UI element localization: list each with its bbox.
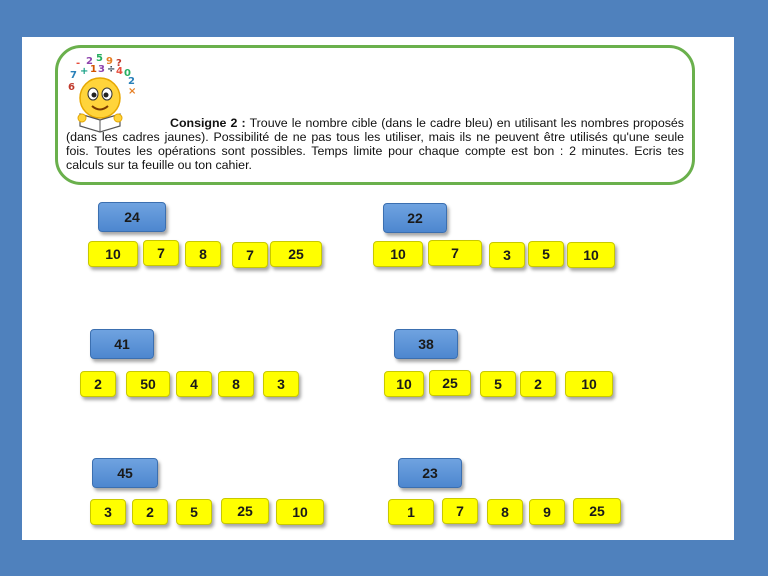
number-tile: 5: [528, 241, 564, 267]
number-tile: 25: [270, 241, 322, 267]
svg-text:7: 7: [70, 70, 77, 81]
svg-text:0: 0: [124, 68, 131, 79]
number-tile: 8: [487, 499, 523, 525]
target-number: 45: [92, 458, 158, 488]
number-tile: 3: [90, 499, 126, 525]
svg-text:2: 2: [128, 76, 135, 87]
number-tile: 10: [567, 242, 615, 268]
number-tile: 25: [221, 498, 269, 524]
target-number: 38: [394, 329, 458, 359]
number-tile: 7: [442, 498, 478, 524]
number-tile: 2: [132, 499, 168, 525]
instructions-body: Trouve le nombre cible (dans le cadre bleu) en utilisant les nombres proposés (dans les cadres jaunes). Possibilité de ne pas tous les utiliser, mais ils ne peuvent être utilisés qu'une seule fois. Toutes les opérations sont possibles. Temps limite pour chaque compte est bon : 2 minutes. Ecris tes calculs sur ta feuille ou ton cahier.: [66, 116, 685, 172]
number-tile: 9: [529, 499, 565, 525]
number-tile: 7: [143, 240, 179, 266]
number-tile: 10: [384, 371, 424, 397]
number-tile: 7: [428, 240, 482, 266]
number-tile: 8: [218, 371, 254, 397]
number-tile: 1: [388, 499, 434, 525]
svg-text:5: 5: [96, 53, 103, 64]
svg-text:2: 2: [86, 56, 93, 67]
number-tile: 50: [126, 371, 170, 397]
number-tile: 2: [520, 371, 556, 397]
target-number: 24: [98, 202, 166, 232]
target-number: 41: [90, 329, 154, 359]
svg-text:×: ×: [128, 86, 137, 97]
svg-text:-: -: [76, 58, 81, 69]
number-tile: 7: [232, 242, 268, 268]
svg-text:÷: ÷: [107, 64, 116, 75]
number-tile: 5: [480, 371, 516, 397]
svg-text:4: 4: [116, 66, 123, 77]
number-tile: 5: [176, 499, 212, 525]
number-tile: 4: [176, 371, 212, 397]
number-tile: 25: [573, 498, 621, 524]
svg-text:6: 6: [68, 82, 75, 93]
number-tile: 10: [88, 241, 138, 267]
number-tile: 10: [565, 371, 613, 397]
number-tile: 3: [263, 371, 299, 397]
number-tile: 10: [373, 241, 423, 267]
instructions-label: Consigne 2 :: [170, 116, 246, 130]
number-tile: 25: [429, 370, 471, 396]
number-tile: 10: [276, 499, 324, 525]
svg-text:3: 3: [98, 64, 105, 75]
number-tile: 8: [185, 241, 221, 267]
number-tile: 2: [80, 371, 116, 397]
svg-text:9: 9: [106, 56, 113, 67]
slide: [22, 37, 734, 540]
instructions-text: [66, 116, 684, 172]
svg-text:?: ?: [116, 58, 122, 69]
target-number: 22: [383, 203, 447, 233]
svg-text:1: 1: [90, 64, 97, 75]
instructions-panel: [55, 45, 695, 185]
svg-text:+: +: [80, 66, 89, 77]
target-number: 23: [398, 458, 462, 488]
number-tile: 3: [489, 242, 525, 268]
